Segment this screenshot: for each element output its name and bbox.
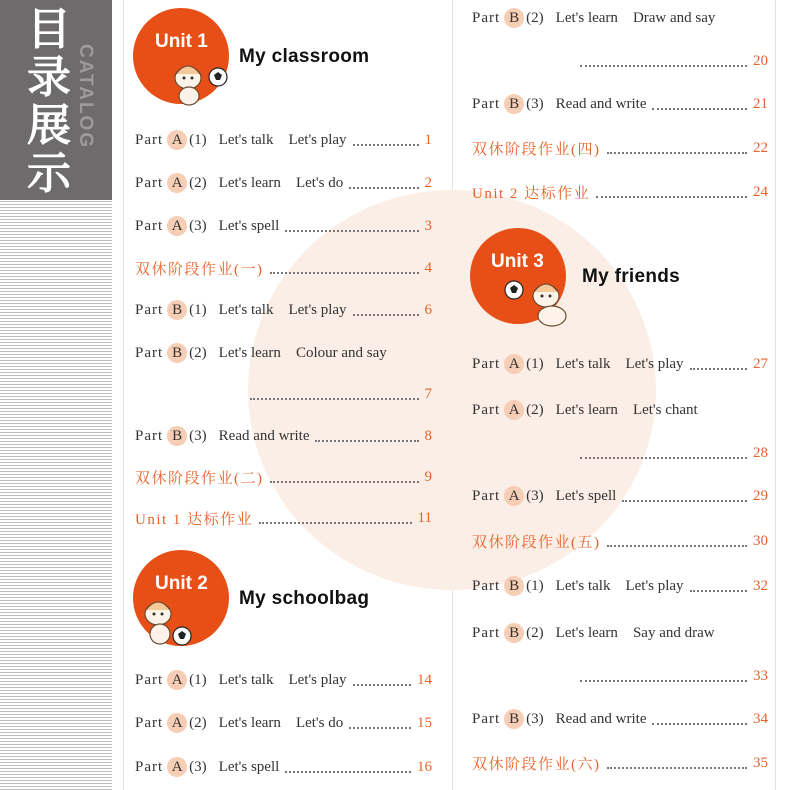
part-label: Part (472, 624, 501, 641)
section-number: (3) (526, 95, 544, 112)
section-number: (2) (526, 401, 544, 418)
part-label: Part (135, 714, 164, 731)
page-number: 29 (753, 487, 768, 504)
part-badge: B (504, 709, 524, 729)
toc-entry[interactable] (135, 712, 432, 734)
section-subtitle: Colour and say (295, 344, 387, 361)
section-subtitle: Let's do (295, 174, 344, 191)
leader-dots (285, 762, 411, 773)
page-number: 22 (753, 139, 768, 156)
section-subtitle: Let's chant (632, 401, 698, 418)
unit3-label: Unit 3 (491, 251, 544, 272)
section-number: (2) (526, 624, 544, 641)
part-badge: A (167, 130, 187, 150)
toc-entry[interactable] (472, 7, 768, 29)
part-label: Part (135, 217, 164, 234)
page-number: 3 (424, 217, 432, 234)
lion-cub-with-soccer-ball-icon (500, 276, 580, 330)
page-number: 15 (417, 714, 432, 731)
section-number: (1) (526, 355, 544, 372)
section-title: Read and write (218, 427, 310, 444)
page-number: 30 (753, 532, 768, 549)
section-subtitle: Draw and say (632, 9, 716, 26)
part-badge: A (167, 670, 187, 690)
leader-dots (607, 143, 748, 154)
toc-entry[interactable] (135, 215, 432, 237)
leader-dots (690, 359, 747, 370)
section-title: Let's spell (218, 217, 280, 234)
toc-entry[interactable] (472, 353, 768, 375)
section-number: (1) (526, 577, 544, 594)
toc-entry[interactable] (472, 530, 768, 552)
page-rule-right (775, 0, 776, 790)
section-subtitle: Let's play (288, 671, 347, 688)
unit2-title: My schoolbag (239, 588, 370, 609)
page-number: 4 (424, 259, 432, 276)
section-subtitle: Say and draw (632, 624, 715, 641)
part-badge: A (504, 400, 524, 420)
part-badge: B (167, 343, 187, 363)
page-number: 34 (753, 710, 768, 727)
page-number: 33 (753, 667, 768, 684)
toc-entry-continuation[interactable] (574, 50, 768, 72)
toc-entry[interactable] (472, 181, 768, 203)
part-badge: B (504, 94, 524, 114)
page-number: 6 (424, 301, 432, 318)
toc-entry[interactable] (135, 507, 432, 529)
section-title: Let's learn (555, 624, 618, 641)
toc-entry[interactable] (135, 129, 432, 151)
part-badge: B (167, 426, 187, 446)
homework-title: 双休阶段作业(二) (135, 470, 264, 487)
part-badge: A (167, 713, 187, 733)
homework-title: 双休阶段作业(四) (472, 141, 601, 158)
part-label: Part (135, 174, 164, 191)
toc-entry-continuation[interactable] (574, 442, 768, 464)
section-number: (3) (189, 217, 207, 234)
section-number: (2) (189, 714, 207, 731)
part-badge: B (504, 623, 524, 643)
page-number: 14 (417, 671, 432, 688)
section-title: Let's spell (555, 487, 617, 504)
page-number: 11 (417, 509, 432, 526)
part-badge: B (504, 576, 524, 596)
part-badge: A (504, 486, 524, 506)
part-label: Part (472, 95, 501, 112)
part-badge: B (504, 8, 524, 28)
homework-title: 双休阶段作业(六) (472, 756, 601, 773)
part-label: Part (472, 355, 501, 372)
leader-dots (285, 221, 418, 232)
part-label: Part (135, 344, 164, 361)
section-number: (1) (189, 301, 207, 318)
part-label: Part (135, 301, 164, 318)
catalog-title: 目录展示 (27, 4, 71, 199)
toc-entry[interactable] (135, 257, 432, 279)
leader-dots (580, 448, 747, 459)
toc-entry[interactable] (472, 622, 768, 644)
page-number: 32 (753, 577, 768, 594)
page-number: 35 (753, 754, 768, 771)
section-title: Let's learn (218, 714, 281, 731)
part-label: Part (472, 577, 501, 594)
toc-entry-continuation[interactable] (244, 383, 432, 405)
leader-dots (652, 714, 747, 725)
page-number: 9 (424, 468, 432, 485)
lion-cub-with-soccer-ball-icon (162, 60, 232, 108)
part-label: Part (472, 401, 501, 418)
toc-entry[interactable] (135, 669, 432, 691)
unit1-label: Unit 1 (155, 31, 208, 52)
section-number: (2) (189, 174, 207, 191)
page-number: 7 (424, 385, 432, 402)
leader-dots (652, 99, 747, 110)
toc-entry[interactable] (472, 93, 768, 115)
part-label: Part (472, 710, 501, 727)
page-number: 8 (424, 427, 432, 444)
leader-dots (580, 56, 747, 67)
section-title: Let's talk (555, 355, 611, 372)
toc-entry[interactable] (472, 575, 768, 597)
section-title: Let's learn (218, 344, 281, 361)
section-subtitle: Let's play (625, 577, 684, 594)
leader-dots (353, 675, 411, 686)
part-badge: A (167, 173, 187, 193)
lion-cub-with-soccer-ball-icon (134, 596, 204, 648)
unit-test-title: Unit 1 达标作业 (135, 511, 254, 528)
toc-entry[interactable] (472, 399, 768, 421)
page-number: 1 (424, 131, 432, 148)
part-label: Part (135, 427, 164, 444)
toc-entry[interactable] (472, 708, 768, 730)
page-number: 21 (753, 95, 768, 112)
toc-entry[interactable] (472, 485, 768, 507)
page-number: 28 (753, 444, 768, 461)
leader-dots (259, 513, 411, 524)
leader-dots (607, 758, 748, 769)
unit1-title: My classroom (239, 46, 370, 67)
section-number: (3) (189, 758, 207, 775)
section-title: Read and write (555, 95, 647, 112)
section-title: Let's learn (218, 174, 281, 191)
catalog-subtitle: CATALOG (75, 44, 96, 150)
page-number: 20 (753, 52, 768, 69)
unit-test-title: Unit 2 达标作业 (472, 185, 591, 202)
section-number: (2) (526, 9, 544, 26)
section-title: Read and write (555, 710, 647, 727)
leader-dots (622, 491, 747, 502)
leader-dots (353, 135, 419, 146)
part-label: Part (472, 9, 501, 26)
page-number: 24 (753, 183, 768, 200)
section-number: (3) (526, 710, 544, 727)
toc-entry[interactable] (135, 342, 432, 364)
section-title: Let's talk (218, 131, 274, 148)
section-title: Let's talk (218, 301, 274, 318)
section-title: Let's talk (218, 671, 274, 688)
homework-title: 双休阶段作业(五) (472, 534, 601, 551)
section-title: Let's talk (555, 577, 611, 594)
leader-dots (596, 187, 747, 198)
page-number: 16 (417, 758, 432, 775)
part-label: Part (472, 487, 501, 504)
leader-dots (349, 718, 411, 729)
toc-entry[interactable] (472, 137, 768, 159)
part-badge: A (167, 216, 187, 236)
toc-entry[interactable] (135, 425, 432, 447)
section-title: Let's learn (555, 9, 618, 26)
unit2-label: Unit 2 (155, 573, 208, 594)
section-number: (1) (189, 671, 207, 688)
section-title: Let's spell (218, 758, 280, 775)
part-badge: A (504, 354, 524, 374)
section-title: Let's learn (555, 401, 618, 418)
leader-dots (270, 263, 419, 274)
section-number: (3) (189, 427, 207, 444)
section-number: (2) (189, 344, 207, 361)
part-badge: B (167, 300, 187, 320)
leader-dots (349, 178, 418, 189)
section-number: (3) (526, 487, 544, 504)
leader-dots (353, 305, 419, 316)
section-subtitle: Let's play (288, 131, 347, 148)
toc-entry[interactable] (472, 752, 768, 774)
toc-entry[interactable] (135, 466, 432, 488)
leader-dots (607, 536, 748, 547)
leader-dots (690, 581, 747, 592)
part-badge: A (167, 757, 187, 777)
section-subtitle: Let's play (288, 301, 347, 318)
unit3-title: My friends (582, 266, 681, 287)
part-label: Part (135, 671, 164, 688)
homework-title: 双休阶段作业(一) (135, 261, 264, 278)
toc-entry[interactable] (135, 299, 432, 321)
section-subtitle: Let's do (295, 714, 344, 731)
page-number: 2 (424, 174, 432, 191)
toc-entry-continuation[interactable] (574, 665, 768, 687)
leader-dots (270, 472, 419, 483)
leader-dots (250, 389, 419, 400)
toc-entry[interactable] (135, 172, 432, 194)
leader-dots (580, 671, 747, 682)
toc-entry[interactable] (135, 756, 432, 778)
section-number: (1) (189, 131, 207, 148)
leader-dots (315, 431, 418, 442)
part-label: Part (135, 131, 164, 148)
page-number: 27 (753, 355, 768, 372)
section-subtitle: Let's play (625, 355, 684, 372)
part-label: Part (135, 758, 164, 775)
page-rule-left (123, 0, 124, 790)
